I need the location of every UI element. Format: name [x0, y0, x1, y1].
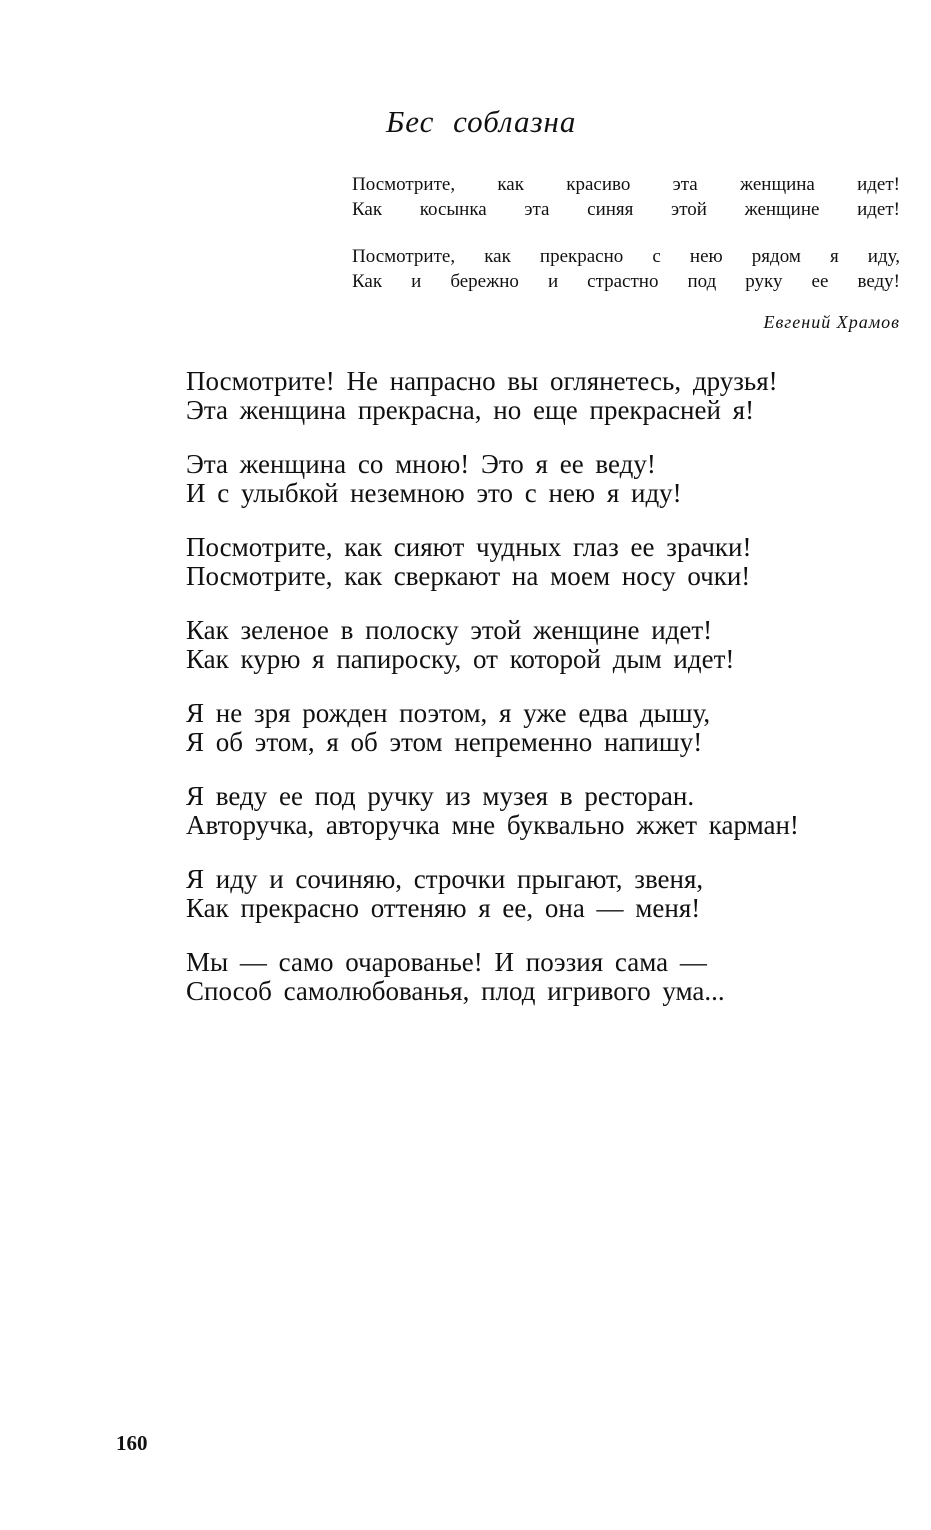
- epigraph-line: Посмотрите, как прекрасно с нею рядом я иду,: [352, 246, 900, 267]
- poem-line: Способ самолюбованья, плод игривого ума...: [186, 976, 725, 1006]
- poem-body: [186, 367, 926, 1031]
- poem-line: Эта женщина прекрасна, но еще прекрасней я!: [186, 395, 755, 425]
- epigraph-line: Как косынка эта синяя этой женщине идет!: [352, 199, 900, 220]
- poem-title: Бес соблазна: [386, 104, 577, 139]
- epigraph-line: Как и бережно и страстно под руку ее веду!: [352, 271, 900, 292]
- stanza: [186, 533, 926, 591]
- stanza: [186, 948, 926, 1006]
- poem-line: Я не зря рожден поэтом, я уже едва дышу,: [186, 698, 711, 728]
- stanza: [186, 450, 926, 508]
- poem-line: И с улыбкой неземною это с нею я иду!: [186, 478, 682, 508]
- stanza: [186, 865, 926, 923]
- poem-line: Посмотрите, как сверкают на моем носу очки!: [186, 561, 751, 591]
- poem-line: Как прекрасно оттеняю я ее, она — меня!: [186, 893, 701, 923]
- poem-line: Посмотрите, как сияют чудных глаз ее зрачки!: [186, 532, 752, 562]
- poem-line: Эта женщина со мною! Это я ее веду!: [186, 449, 656, 479]
- stanza: [186, 699, 926, 757]
- epigraph-stanza: [352, 244, 900, 294]
- stanza: [186, 616, 926, 674]
- stanza: [186, 782, 926, 840]
- poem-line: Я об этом, я об этом непременно напишу!: [186, 727, 703, 757]
- poem-line: Я веду ее под ручку из музея в ресторан.: [186, 781, 695, 811]
- poem-line: Мы — само очарованье! И поэзия сама —: [186, 947, 707, 977]
- epigraph-stanza: [352, 172, 900, 222]
- poem-line: Посмотрите! Не напрасно вы оглянетесь, друзья!: [186, 366, 778, 396]
- epigraph-author: Евгений Храмов: [763, 312, 900, 332]
- page-number: 160: [116, 1431, 148, 1455]
- epigraph-line: Посмотрите, как красиво эта женщина идет!: [352, 174, 900, 195]
- poem-line: Как зеленое в полоску этой женщине идет!: [186, 615, 713, 645]
- poem-line: Я иду и сочиняю, строчки прыгают, звеня,: [186, 864, 704, 894]
- epigraph: [352, 172, 900, 334]
- stanza: [186, 367, 926, 425]
- poem-line: Как курю я папироску, от которой дым идет!: [186, 644, 735, 674]
- poem-line: Авторучка, авторучка мне буквально жжет карман!: [186, 810, 799, 840]
